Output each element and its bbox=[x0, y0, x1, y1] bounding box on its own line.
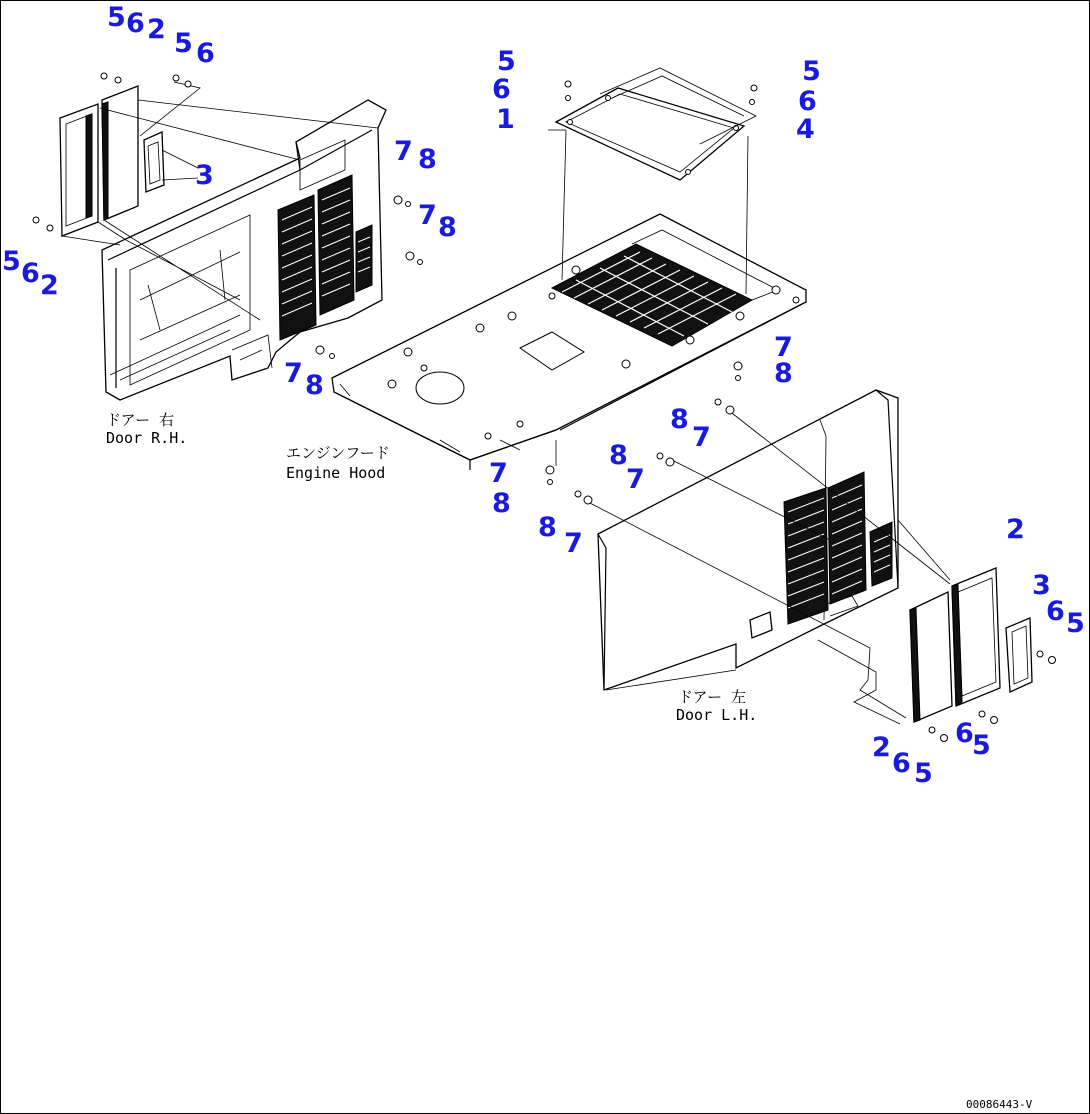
callout-8: 8 bbox=[670, 404, 689, 435]
callout-2: 2 bbox=[1006, 514, 1025, 545]
callout-4: 4 bbox=[796, 114, 815, 145]
callout-7: 7 bbox=[394, 136, 413, 167]
callout-1: 1 bbox=[496, 104, 515, 135]
callout-6: 6 bbox=[21, 258, 40, 289]
door-rh-assembly bbox=[33, 73, 423, 400]
drawing-code: 00086443-V bbox=[966, 1098, 1033, 1111]
callout-5: 5 bbox=[802, 56, 821, 87]
callout-6: 6 bbox=[196, 38, 215, 69]
callout-5: 5 bbox=[914, 758, 933, 789]
callout-6: 6 bbox=[492, 74, 511, 105]
callout-2: 2 bbox=[147, 14, 166, 45]
callout-5: 5 bbox=[107, 2, 126, 33]
caption-door-lh-jp: ドアー 左 bbox=[678, 688, 747, 706]
engine-hood-assembly bbox=[332, 68, 806, 485]
callout-6: 6 bbox=[126, 8, 145, 39]
door-rh-plate bbox=[144, 132, 164, 192]
callout-7: 7 bbox=[564, 528, 583, 559]
callout-5: 5 bbox=[972, 730, 991, 761]
callout-8: 8 bbox=[492, 488, 511, 519]
callout-8: 8 bbox=[305, 370, 324, 401]
caption-door-rh-en: Door R.H. bbox=[106, 429, 188, 447]
callout-7: 7 bbox=[774, 332, 793, 363]
callout-3: 3 bbox=[1032, 570, 1051, 601]
callout-5: 5 bbox=[2, 246, 21, 277]
engine-hood-body bbox=[332, 214, 806, 460]
callout-6: 6 bbox=[955, 718, 974, 749]
callout-7: 7 bbox=[284, 358, 303, 389]
callout-6: 6 bbox=[892, 748, 911, 779]
caption-engine-hood-jp: エンジンフード bbox=[286, 444, 390, 462]
caption-engine-hood-en: Engine Hood bbox=[286, 464, 386, 482]
callout-8: 8 bbox=[774, 358, 793, 389]
callout-6: 6 bbox=[798, 86, 817, 117]
caption-door-lh-en: Door L.H. bbox=[676, 706, 758, 724]
callout-2: 2 bbox=[40, 270, 59, 301]
callout-5: 5 bbox=[497, 46, 516, 77]
callout-7: 7 bbox=[418, 200, 437, 231]
callout-6: 6 bbox=[1046, 596, 1065, 627]
caption-door-rh-jp: ドアー 右 bbox=[106, 411, 175, 429]
door-lh-assembly bbox=[575, 390, 1056, 742]
callout-5: 5 bbox=[1066, 608, 1085, 639]
callout-8: 8 bbox=[609, 440, 628, 471]
callout-7: 7 bbox=[489, 458, 508, 489]
callout-2: 2 bbox=[872, 732, 891, 763]
callout-8: 8 bbox=[438, 212, 457, 243]
callout-8: 8 bbox=[538, 512, 557, 543]
callout-5: 5 bbox=[174, 28, 193, 59]
callout-8: 8 bbox=[418, 144, 437, 175]
callout-7: 7 bbox=[626, 464, 645, 495]
callout-7: 7 bbox=[692, 422, 711, 453]
callout-3: 3 bbox=[195, 160, 214, 191]
